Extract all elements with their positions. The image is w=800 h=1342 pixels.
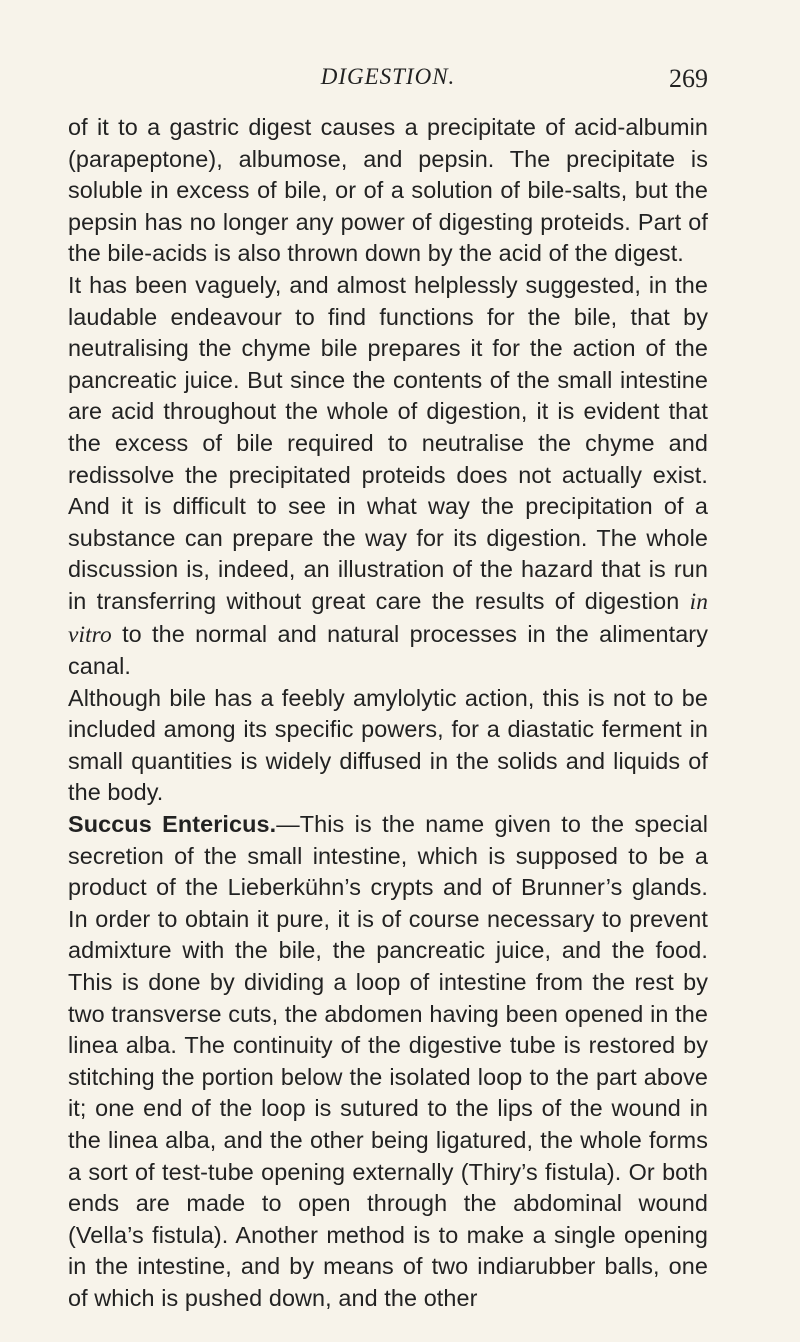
body-text xyxy=(68,112,708,1315)
page-header xyxy=(68,64,708,104)
paragraph-4 xyxy=(68,809,708,1315)
paragraph-3-text: Although bile has a feebly amylolytic action, this is not to be included among its specific powers, for a diastatic ferment in small quantities is widely diffused in the solids and liquids of the body. xyxy=(68,684,708,806)
paragraph-1-text: of it to a gastric digest causes a precipitate of acid-albumin (parapeptone), albumose, and pepsin. The precipitate is soluble in excess of bile, or of a solution of bile-salts, but the pepsin has no longer any power of digesting proteids. Part of the bile-acids is also thrown down by the acid of the digest. xyxy=(68,114,708,267)
section-heading: Succus Entericus. xyxy=(68,811,277,838)
paragraph-4-text: —This is the name given to the special secretion of the small intestine, which is supposed to be a product of the Lieberkühn’s crypts and of Brunner’s glands. In order to obtain it pure, it is of course necessary to prevent admixture with the bile, the pancreatic juice, and the food. This is done by dividing a loop of intestine from the rest by two transverse cuts, the abdomen having been opened in the linea alba. The continuity of the digestive tube is restored by stitching the portion below the isolated loop to the part above it; one end of the loop is sutured to the lips of the wound in the linea alba, and the other being ligatured, the whole forms a sort of test-tube opening externally (Thiry’s fistula). Or both ends are made to open through the abdominal wound (Vella’s fistula). Another method is to make a single opening in the intestine, and by means of two indiarubber balls, one of which is pushed down, and the other xyxy=(68,811,708,1311)
paragraph-2-text-end: to the normal and natural processes in the alimentary canal. xyxy=(68,620,708,680)
running-head: DIGESTION. xyxy=(320,64,456,89)
paragraph-3 xyxy=(68,683,708,809)
paragraph-2-text-start: It has been vaguely, and almost helplessly suggested, in the laudable endeavour to find functions for the bile, that by neutralising the chyme bile prepares it for the action of the pancreatic juice. But since the contents of the small intestine are acid throughout the whole of digestion, it is evident that the excess of bile required to neutralise the chyme and redissolve the precipitated proteids does not actually exist. And it is difficult to see in what way the precipitation of a substance can prepare the way for its digestion. The whole discussion is, indeed, an illustration of the hazard that is run in transferring without great care the results of digestion xyxy=(68,271,708,614)
paragraph-1 xyxy=(68,112,708,270)
paragraph-2 xyxy=(68,270,708,683)
page-number: 269 xyxy=(669,64,708,93)
paragraph-2-italic-phrase: in vitro xyxy=(68,588,708,648)
